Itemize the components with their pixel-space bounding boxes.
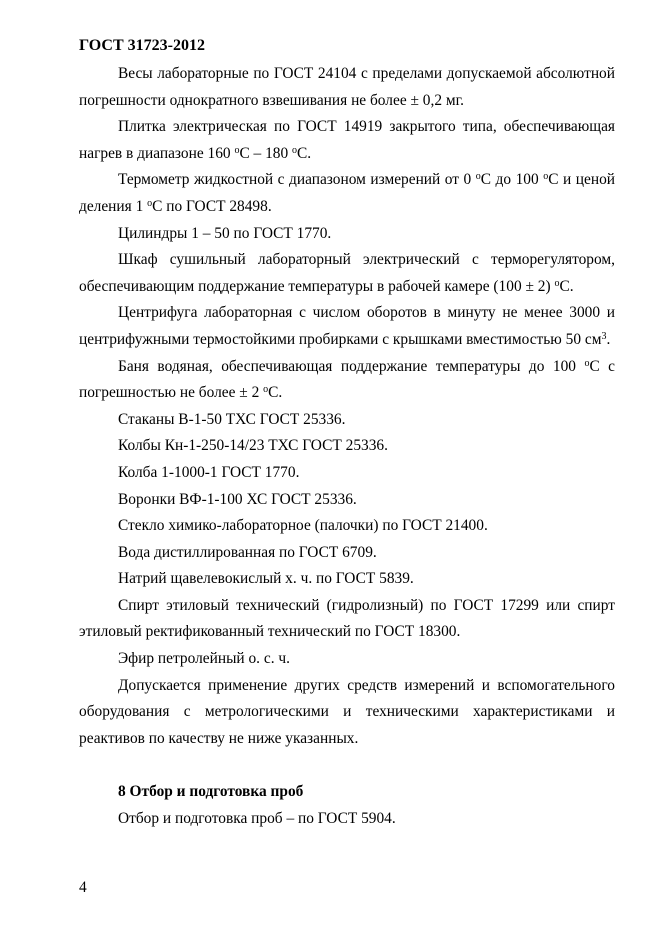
paragraph-distilled-water-text: Вода дистиллированная по ГОСТ 6709. <box>118 543 377 561</box>
paragraph-funnels <box>79 487 615 514</box>
paragraph-centrifuge-text-1: Центрифуга лабораторная с числом оборотов в минуту не менее 3000 и центрифужными термостойкими пробирками с крышками вместимостью 50 см <box>79 304 615 348</box>
paragraph-beakers-text: Стаканы В-1-50 ТХС ГОСТ 25336. <box>118 410 346 428</box>
paragraph-centrifuge <box>79 300 615 353</box>
degree-superscript: o <box>584 357 590 369</box>
paragraph-drying-oven-text-2: С. <box>559 277 574 295</box>
degree-superscript: o <box>263 384 269 396</box>
paragraph-petroleum-ether <box>79 646 615 673</box>
paragraph-drying-oven-text-1: Шкаф сушильный лабораторный электрический с терморегулятором, обеспечивающим поддержание температуры в рабочей камере (100 ± 2) <box>79 251 615 295</box>
degree-superscript: o <box>475 171 481 183</box>
paragraph-hotplate-text-3: С. <box>297 144 312 162</box>
paragraph-hotplate-text-1: Плитка электрическая по ГОСТ 14919 закрытого типа, обеспечивающая нагрев в диапазоне 160 <box>79 118 615 162</box>
paragraph-cylinders <box>79 221 615 248</box>
paragraph-petroleum-ether-text: Эфир петролейный о. с. ч. <box>118 650 290 668</box>
paragraph-ethanol <box>79 593 615 646</box>
document-header: ГОСТ 31723-2012 <box>79 37 205 54</box>
paragraph-sampling-text: Отбор и подготовка проб – по ГОСТ 5904. <box>118 810 396 828</box>
paragraph-scales <box>79 61 615 114</box>
paragraph-alternatives-text: Допускается применение других средств измерений и вспомогательного оборудования с метрологическими и техническими характеристиками и реактивов по качеству не ниже указанных. <box>79 676 615 747</box>
paragraph-drying-oven <box>79 247 615 300</box>
paragraph-funnels-text: Воронки ВФ-1-100 ХС ГОСТ 25336. <box>118 490 357 508</box>
paragraph-thermometer-text-2: С до 100 <box>480 171 544 189</box>
paragraph-sodium-oxalate-text: Натрий щавелевокислый х. ч. по ГОСТ 5839. <box>118 570 414 588</box>
degree-superscript: o <box>292 144 298 156</box>
paragraph-ethanol-text: Спирт этиловый технический (гидролизный) по ГОСТ 17299 или спирт этиловый ректификованный технический по ГОСТ 18300. <box>79 596 615 641</box>
degree-superscript: o <box>147 197 153 209</box>
paragraph-thermometer-text-4: С по ГОСТ 28498. <box>152 197 272 215</box>
paragraph-centrifuge-text-2: . <box>606 330 611 348</box>
paragraph-flasks <box>79 433 615 460</box>
cube-superscript: 3 <box>601 330 607 342</box>
section-spacer <box>79 752 615 779</box>
paragraph-alternatives <box>79 673 615 753</box>
degree-superscript: o <box>234 144 240 156</box>
paragraph-thermometer-text-1: Термометр жидкостной с диапазоном измерений от 0 <box>118 171 476 189</box>
paragraph-volumetric-flask-text: Колба 1-1000-1 ГОСТ 1770. <box>118 463 300 481</box>
paragraph-water-bath-text-3: С. <box>268 384 283 402</box>
degree-superscript: o <box>543 171 549 183</box>
paragraph-distilled-water <box>79 540 615 567</box>
paragraph-water-bath-text-1: Баня водяная, обеспечивающая поддержание температуры до 100 <box>118 357 585 375</box>
paragraph-hotplate-text-2: С – 180 <box>239 144 293 162</box>
paragraph-thermometer <box>79 167 615 220</box>
paragraph-volumetric-flask <box>79 460 615 487</box>
paragraph-cylinders-text: Цилиндры 1 – 50 по ГОСТ 1770. <box>118 224 332 242</box>
paragraph-thermometer-text-3: С и ценой деления 1 <box>79 171 616 215</box>
paragraph-sodium-oxalate <box>79 566 615 593</box>
paragraph-glass-rods <box>79 513 615 540</box>
paragraph-hotplate <box>79 114 615 167</box>
document-body <box>79 61 615 833</box>
section-heading: 8 Отбор и подготовка проб <box>118 783 304 801</box>
paragraph-sampling <box>79 806 615 833</box>
paragraph-flasks-text: Колбы Кн-1-250-14/23 ТХС ГОСТ 25336. <box>118 437 388 455</box>
page-number: 4 <box>79 879 87 896</box>
paragraph-water-bath-text-2: С с погрешностью не более ± 2 <box>79 357 615 402</box>
degree-superscript: o <box>554 277 560 289</box>
paragraph-water-bath <box>79 354 615 407</box>
paragraph-glass-rods-text: Стекло химико-лабораторное (палочки) по ГОСТ 21400. <box>118 517 488 535</box>
paragraph-scales-text: Весы лабораторные по ГОСТ 24104 с пределами допускаемой абсолютной погрешности однократного взвешивания не более ± 0,2 мг. <box>79 65 615 109</box>
paragraph-beakers <box>79 407 615 434</box>
